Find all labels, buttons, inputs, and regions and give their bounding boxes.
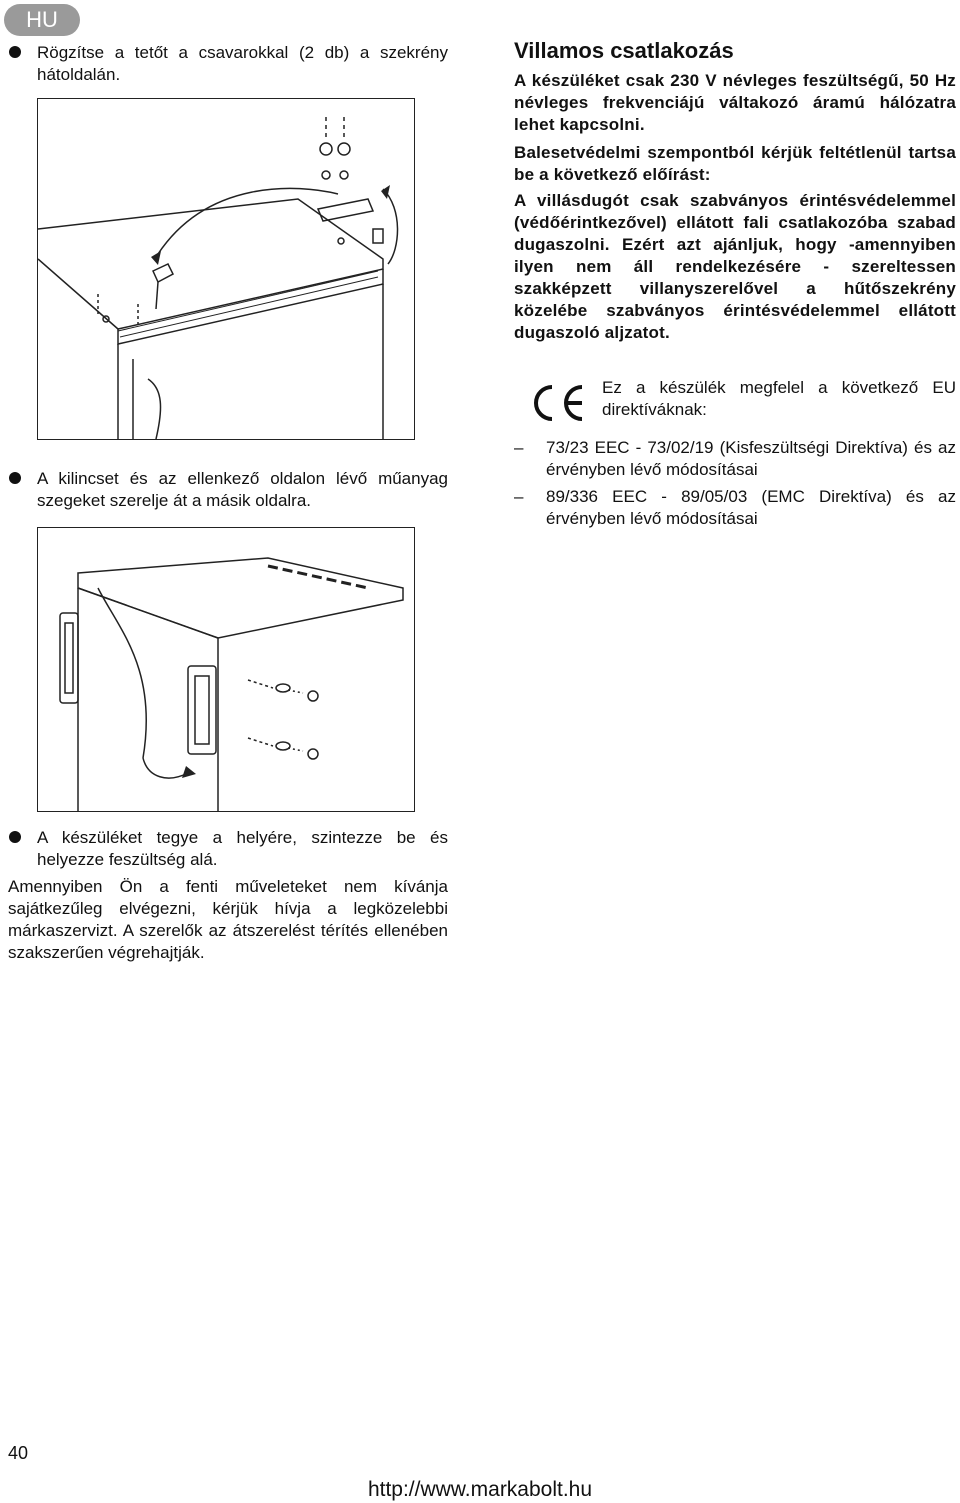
figure-handle-swap [37, 527, 415, 812]
step-3-text: A készüléket tegye a helyére, szintezze be és helyezze feszültség alá. [37, 828, 448, 869]
footer-link[interactable]: http://www.markabolt.hu [367, 1478, 593, 1501]
handle-swap-illustration [38, 528, 414, 811]
language-badge: HU [4, 4, 80, 36]
dash-marker: – [514, 438, 524, 457]
voltage-paragraph: A készüléket csak 230 V névleges feszültségű, 50 Hz névleges frekvenciájú váltakozó áramú hálózatra lehet kapcsolni. [514, 71, 956, 134]
ce-compliance-text: Ez a készülék megfelel a következő EU direktíváknak: [602, 378, 956, 419]
directive-text: 89/336 EEC - 89/05/03 (EMC Direktíva) és az érvényben lévő módosításai [546, 487, 956, 528]
directive-item-1 [514, 437, 956, 481]
directive-item-2 [514, 486, 956, 530]
safety-intro-paragraph: Balesetvédelmi szempontból kérjük feltétlenül tartsa be a következő előírást: [514, 143, 956, 184]
top-mounting-illustration [38, 99, 414, 439]
figure-top-mounting [37, 98, 415, 440]
service-note: Amennyiben Ön a fenti műveleteket nem kívánja sajátkezűleg elvégezni, kérjük hívja a legközelebbi márkaszervizt. A szerelők az átszerelést térítés ellenében szakszerűen végrehajtják. [8, 877, 448, 962]
step-1-item [37, 42, 448, 86]
bullet-icon [9, 472, 21, 484]
step-2-item [37, 468, 448, 512]
ce-mark-icon [526, 383, 586, 423]
dash-marker: – [514, 487, 524, 506]
plug-paragraph: A villásdugót csak szabványos érintésvédelemmel (védőérintkezővel) ellátott fali csatlakozóba szabad dugaszolni. Ezért azt ajánljuk, hogy -amennyiben ilyen nem áll rendelkezésére - szereltessen szakképzett villanyszerelővel a hűtőszekrény közelébe szabványos érintésvédelemmel ellátott dugaszoló aljzatot. [514, 191, 956, 342]
page-number: 40 [8, 1443, 29, 1463]
section-heading: Villamos csatlakozás [514, 38, 734, 63]
step-1-text: Rögzítse a tetőt a csavarokkal (2 db) a szekrény hátoldalán. [37, 43, 448, 84]
bullet-icon [9, 831, 21, 843]
bullet-icon [9, 46, 21, 58]
step-3-item [37, 827, 448, 871]
step-2-text: A kilincset és az ellenkező oldalon lévő műanyag szegeket szerelje át a másik oldalra. [37, 469, 448, 510]
directive-text: 73/23 EEC - 73/02/19 (Kisfeszültségi Direktíva) és az érvényben lévő módosításai [546, 438, 956, 479]
